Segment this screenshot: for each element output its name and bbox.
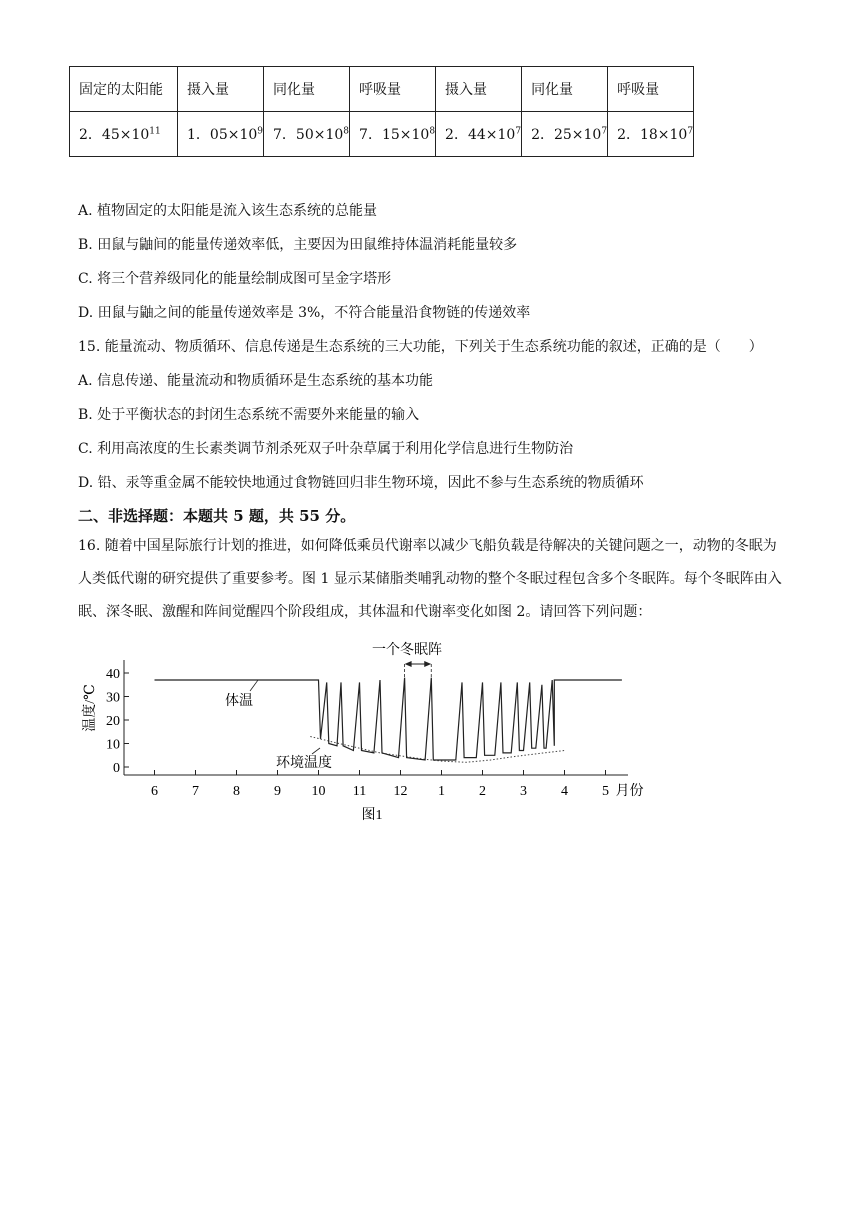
x-tick-label: 7 <box>192 784 199 799</box>
y-tick-label: 40 <box>106 667 120 682</box>
x-ticks <box>151 770 609 799</box>
hibernation-chart <box>80 636 680 831</box>
figure-caption: 图1 <box>361 808 383 823</box>
chart-axes <box>124 660 628 775</box>
table-value-cell: 2．$45\times 10^{11}$ <box>70 112 178 157</box>
x-tick-label: 1 <box>438 784 445 799</box>
q14-option-d: D. 田鼠与鼬之间的能量传递效率是 3%，不符合能量沿食物链的传递效率 <box>78 305 531 321</box>
y-ticks <box>106 667 129 776</box>
q14-option-c: C. 将三个营养级同化的能量绘制成图可呈金字塔形 <box>78 271 392 287</box>
q15-stem: 15. 能量流动、物质循环、信息传递是生态系统的三大功能，下列关于生态系统功能的叙述，正确的是（ ） <box>78 339 763 355</box>
table-value-row <box>70 112 694 157</box>
env-temp-leader <box>312 748 320 754</box>
table-value-cell: 2．$25\times 10^7$ <box>522 112 608 157</box>
x-axis-unit: 月份 <box>615 784 644 799</box>
table-header-cell: 同化量 <box>264 67 350 112</box>
table-header-cell: 摄入量 <box>178 67 264 112</box>
table-value-cell: 7．$50\times 10^8$ <box>264 112 350 157</box>
x-tick-label: 4 <box>561 784 568 799</box>
y-tick-label: 30 <box>106 690 120 706</box>
table-header-cell: 呼吸量 <box>350 67 436 112</box>
table-header-cell: 呼吸量 <box>608 67 694 112</box>
table-header-cell: 摄入量 <box>436 67 522 112</box>
table-value-cell: 2．$18\times 10^7$ <box>608 112 694 157</box>
x-tick-label: 8 <box>233 784 240 799</box>
x-tick-label: 9 <box>274 784 281 799</box>
q14-option-a: A. 植物固定的太阳能是流入该生态系统的总能量 <box>78 203 378 219</box>
q16-paragraph: 16. 随着中国星际旅行计划的推进，如何降低乘员代谢率以减少飞船负载是待解决的关键问题之一，动物的冬眠为人类低代谢的研究提供了重要参考。图 1 显示某储脂类哺乳动物的整个冬眠过程包含多个冬眠阵。每个冬眠阵由入眠、深冬眠、激醒和阵间觉醒四个阶段组成，其体温和代谢率变化如图 2。请回答下列问题： <box>78 538 782 620</box>
env-temperature-line <box>310 737 564 763</box>
y-axis-label: 温度/℃ <box>83 684 98 732</box>
energy-table <box>69 66 694 157</box>
env-temp-label: 环境温度 <box>276 756 332 771</box>
body-temperature-line <box>155 678 622 760</box>
x-tick-label: 6 <box>151 784 158 799</box>
table-header-row <box>70 67 694 112</box>
q15-option-c: C. 利用高浓度的生长素类调节剂杀死双子叶杂草属于利用化学信息进行生物防治 <box>78 441 574 457</box>
y-tick-label: 10 <box>106 737 120 753</box>
figure-1 <box>80 636 680 835</box>
bout-arrow-head-left <box>405 661 412 667</box>
q15-option-b: B. 处于平衡状态的封闭生态系统不需要外来能量的输入 <box>78 407 420 423</box>
x-tick-label: 2 <box>479 784 486 799</box>
table-value-cell: 1．$05\times 10^9$ <box>178 112 264 157</box>
table-header-cell: 固定的太阳能 <box>70 67 178 112</box>
y-tick-label: 0 <box>113 761 120 776</box>
table-value-cell: 7．$15\times 10^8$ <box>350 112 436 157</box>
bout-arrow-head-right <box>424 661 431 667</box>
x-tick-label: 10 <box>311 784 326 799</box>
x-tick-label: 3 <box>520 784 527 799</box>
q15-option-a: A. 信息传递、能量流动和物质循环是生态系统的基本功能 <box>78 373 434 389</box>
bout-label: 一个冬眠阵 <box>372 643 442 658</box>
body-temp-label: 体温 <box>225 694 253 709</box>
body-temp-leader <box>250 680 258 691</box>
x-tick-label: 12 <box>393 784 408 799</box>
table-value-cell: 2．$44\times 10^7$ <box>436 112 522 157</box>
section2-heading: 二、非选择题：本题共 5 题，共 55 分。 <box>78 507 356 525</box>
x-tick-label: 11 <box>352 784 367 799</box>
table-header-cell: 同化量 <box>522 67 608 112</box>
q14-option-b: B. 田鼠与鼬间的能量传递效率低，主要因为田鼠维持体温消耗能量较多 <box>78 237 518 253</box>
q15-option-d: D. 铅、汞等重金属不能较快地通过食物链回归非生物环境，因此不参与生态系统的物质循环 <box>78 475 644 491</box>
x-tick-label: 5 <box>602 784 609 799</box>
y-tick-label: 20 <box>106 714 120 729</box>
